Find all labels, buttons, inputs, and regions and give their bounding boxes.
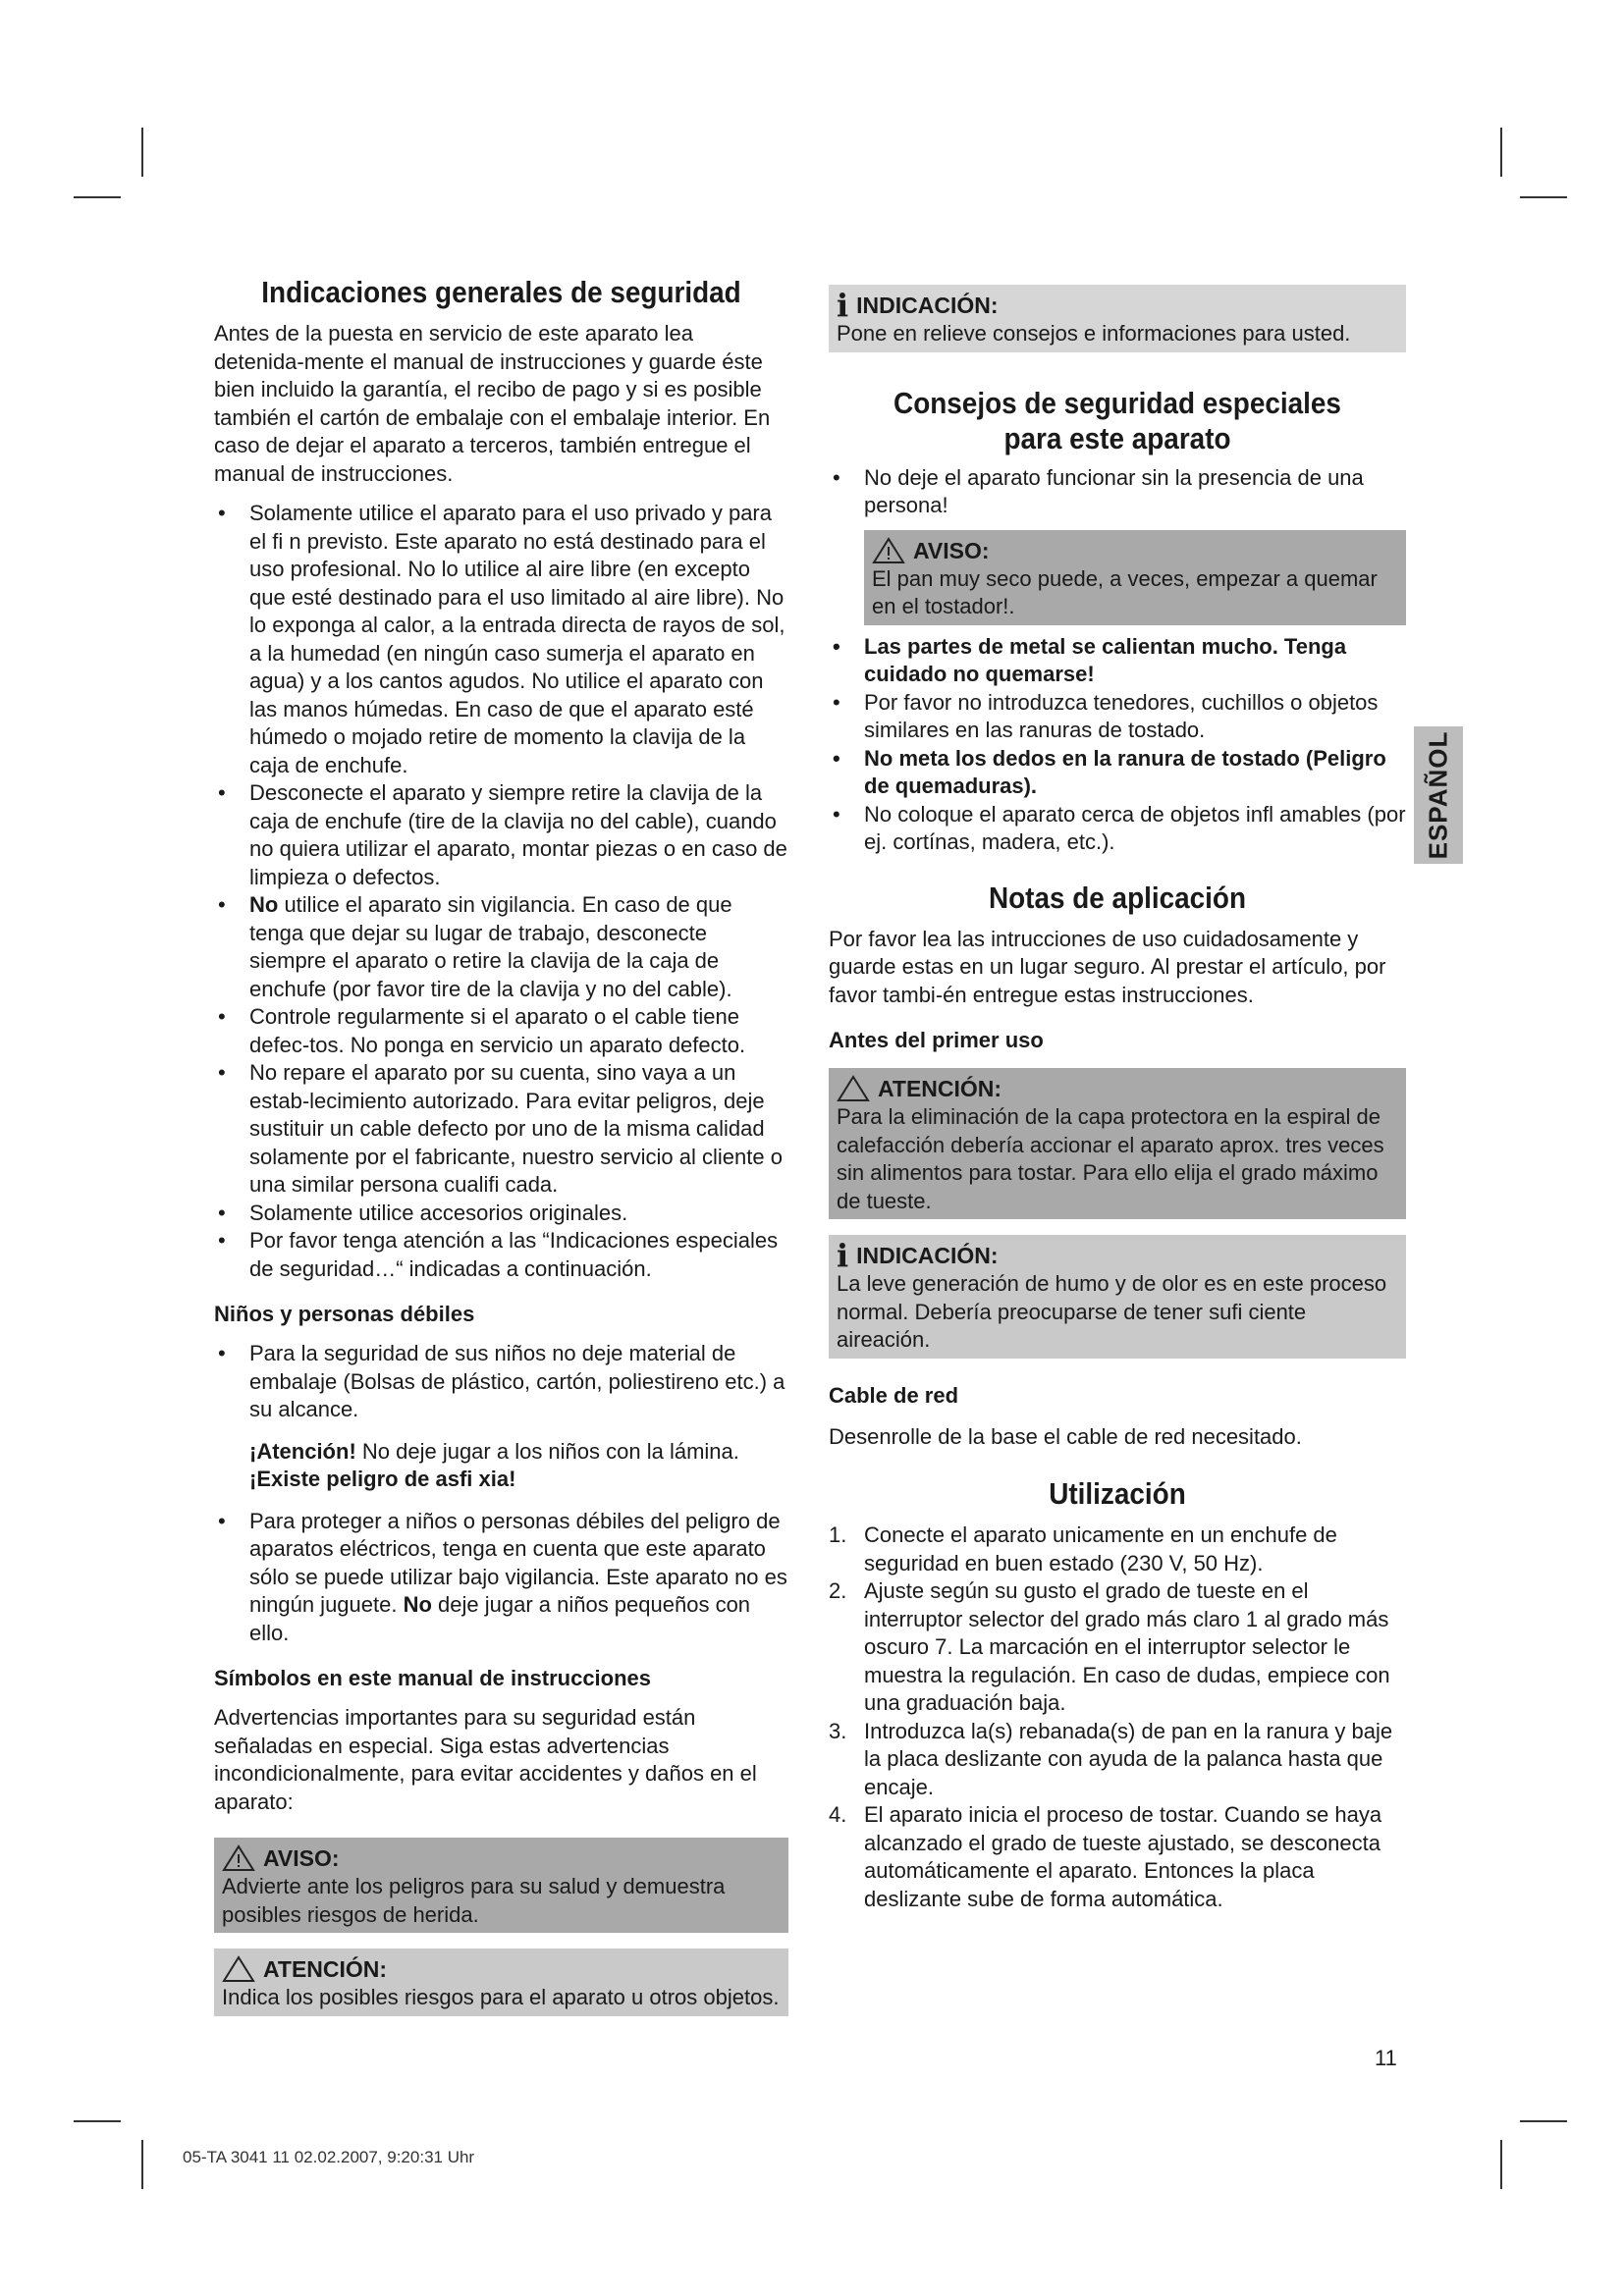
- list-item: • No deje el aparato funcionar sin la presencia de una persona!: [829, 464, 1406, 520]
- children-warning: [214, 1438, 788, 1494]
- step-number: 4.: [829, 1802, 847, 1827]
- special-bullet-list-2: [829, 633, 1406, 857]
- step-text: Introduzca la(s) rebanada(s) de pan en la ranura y baje la placa deslizante con ayuda de la palanca hasta que encaje.: [864, 1718, 1393, 1799]
- atencion-text: Indica los posibles riesgos para el aparato u otros objetos.: [222, 1985, 780, 2009]
- atencion-box: [829, 1068, 1406, 1219]
- subheading-symbols: Símbolos en este manual de instrucciones: [214, 1666, 652, 1690]
- warning-triangle-icon: [222, 1955, 255, 1983]
- indicacion-text: La leve generación de humo y de olor es en este proceso normal. Debería preocuparse de tener sufi ciente aireación.: [837, 1271, 1387, 1352]
- list-item: • Solamente utilice el aparato para el uso privado y para el fi n previsto. Este aparato no está destinado para el uso profesional. No lo utilice al aire libre (en excepto que esté destinado para el uso limitado al aire libre). No lo exponga al calor, a la entrada directa de rayos de sol, a la humedad (en ningún caso sumerja el aparato en agua) y a los cantos agudos. No utilice el aparato con las manos húmedas. En caso de que el aparato esté húmedo o mojado retire de momento la clavija de la caja de enchufe.: [214, 500, 788, 779]
- indicacion-text: Pone en relieve consejos e informaciones para usted.: [837, 321, 1351, 346]
- list-item: • Desconecte el aparato y siempre retire la clavija de la caja de enchufe (tire de la clavija no del cable), cuando no quiera utilizar el aparato, montar piezas o en caso de limpieza o defectos.: [214, 779, 788, 891]
- step-number: 2.: [829, 1578, 847, 1603]
- warning-triangle-icon: [222, 1844, 255, 1872]
- aviso-title: AVISO:: [913, 537, 990, 563]
- warning-triangle-icon: [837, 1075, 870, 1102]
- aviso-box: [214, 1838, 788, 1933]
- crop-mark: [74, 196, 121, 198]
- list-item: • No meta los dedos en la ranura de tostado (Peligro de quemaduras).: [829, 745, 1406, 801]
- crop-mark: [141, 128, 143, 177]
- bold-no: No: [403, 1592, 432, 1617]
- left-column: [214, 275, 788, 2016]
- list-item: [829, 1577, 1406, 1718]
- crop-mark: [1520, 2120, 1567, 2122]
- intro-paragraph: Antes de la puesta en servicio de este aparato lea detenida-mente el manual de instrucciones y guarde éste bien incluido la garantía, el recibo de pago y si es posible también el cartón de embalaje con el embalaje interior. En caso de dejar el aparato a terceros, también entregue el manual de instrucciones.: [214, 321, 771, 486]
- list-item: [214, 891, 788, 1003]
- list-item: [829, 1718, 1406, 1802]
- warning-text: No deje jugar a los niños con la lámina.: [355, 1438, 739, 1464]
- crop-mark: [74, 2120, 121, 2122]
- crop-mark: [1520, 196, 1567, 198]
- list-item: [214, 1508, 788, 1648]
- list-item: [829, 1801, 1406, 1913]
- print-footer: 05-TA 3041 11 02.02.2007, 9:20:31 Uhr: [183, 2148, 475, 2166]
- crop-mark: [1500, 2140, 1502, 2189]
- list-item: • Para la seguridad de sus niños no deje material de embalaje (Bolsas de plástico, cartón, poliestireno etc.) a su alcance.: [214, 1340, 788, 1424]
- list-item-text: deje jugar a niños pequeños con ello.: [249, 1592, 751, 1645]
- symbols-paragraph: Advertencias importantes para su seguridad están señaladas en especial. Siga estas advertencias incondicionalmente, para evitar accidentes y daños en el aparato:: [214, 1705, 757, 1814]
- step-text: Ajuste según su gusto el grado de tueste en el interruptor selector del grado más claro 1 al grado más oscuro 7. La marcación en el interruptor selector le muestra la regulación. En caso de dudas, empiece con una graduación baja.: [864, 1578, 1390, 1715]
- list-item: • No coloque el aparato cerca de objetos infl amables (por ej. cortínas, madera, etc.).: [829, 801, 1406, 857]
- children-bullet-list-2: [214, 1508, 788, 1648]
- warning-bold-suffocation: ¡Existe peligro de asfi xia!: [249, 1467, 516, 1491]
- crop-mark: [141, 2140, 143, 2189]
- special-bullet-list: [829, 464, 1406, 520]
- use-steps-list: [829, 1522, 1406, 1913]
- subheading-children: Niños y personas débiles: [214, 1302, 475, 1326]
- step-number: 1.: [829, 1522, 847, 1547]
- list-item-text: Para proteger a niños o personas débiles del peligro de aparatos eléctricos, tenga en cuenta que este aparato sólo se puede utilizar bajo vigilancia. Este aparato no es ningún juguete.: [249, 1508, 787, 1617]
- atencion-text: Para la eliminación de la capa protectora en la espiral de calefacción debería accionar el aparato aprox. tres veces sin alimentos para tostar. Para ello elija el grado máximo de tueste.: [837, 1104, 1384, 1213]
- list-item: [829, 1522, 1406, 1577]
- aviso-box: [864, 530, 1406, 625]
- indicacion-title: INDICACIÓN:: [856, 1243, 999, 1268]
- subheading-first-use: Antes del primer uso: [829, 1028, 1044, 1052]
- cable-paragraph: Desenrolle de la base el cable de red necesitado.: [829, 1423, 1302, 1449]
- info-icon: i: [837, 287, 849, 324]
- right-column: [829, 285, 1406, 1913]
- aviso-text: El pan muy seco puede, a veces, empezar a quemar en el tostador!.: [872, 565, 1378, 618]
- language-tab: [1414, 726, 1463, 864]
- indicacion-box: [829, 285, 1406, 352]
- list-item: • Controle regularmente si el aparato o el cable tiene defec-tos. No ponga en servicio un aparato defecto.: [214, 1003, 788, 1059]
- notes-paragraph: Por favor lea las intrucciones de uso cuidadosamente y guarde estas en un lugar seguro. Al prestar el artículo, por favor tambi-én entregue estas instrucciones.: [829, 926, 1386, 1007]
- list-item: • Por favor tenga atención a las “Indicaciones especiales de seguridad…“ indicadas a continuación.: [214, 1227, 788, 1283]
- special-title-line1: Consejos de seguridad especiales: [893, 385, 1341, 420]
- page-number: 11: [1375, 2046, 1397, 2070]
- children-bullet-list: [214, 1340, 788, 1424]
- section-title-special-safety: [857, 386, 1377, 456]
- section-title-use: Utilización: [1049, 1476, 1186, 1511]
- atencion-box: [214, 1949, 788, 2016]
- section-title-notes: Notas de aplicación: [988, 880, 1247, 915]
- list-item: • Por favor no introduzca tenedores, cuchillos o objetos similares en las ranuras de tostado.: [829, 689, 1406, 745]
- step-text: El aparato inicia el proceso de tostar. Cuando se haya alcanzado el grado de tueste ajustado, se desconecta automáticamente el aparato. Entonces la placa deslizante sube de forma automática.: [864, 1802, 1382, 1911]
- section-title-general-safety: Indicaciones generales de seguridad: [261, 275, 741, 309]
- warning-triangle-icon: [872, 537, 905, 564]
- safety-bullet-list: [214, 500, 788, 1283]
- list-item: • Solamente utilice accesorios originales.: [214, 1200, 788, 1228]
- special-title-line2: para este aparato: [1003, 420, 1231, 455]
- list-item: • No repare el aparato por su cuenta, sino vaya a un estab-lecimiento autorizado. Para evitar peligros, deje sustituir un cable defecto por uno de la misma calidad solamente por el fabricante, nuestro servicio al cliente o una similar persona cualifi cada.: [214, 1059, 788, 1200]
- bold-no: No: [249, 892, 279, 917]
- atencion-title: ATENCIÓN:: [878, 1076, 1002, 1101]
- warning-bold-attention: ¡Atención!: [249, 1438, 356, 1464]
- indicacion-title: INDICACIÓN:: [856, 293, 999, 318]
- language-tab-label: ESPAÑOL: [1423, 730, 1453, 860]
- aviso-text: Advierte ante los peligros para su salud y demuestra posibles riesgos de herida.: [222, 1874, 726, 1927]
- list-item: • Las partes de metal se calientan mucho. Tenga cuidado no quemarse!: [829, 633, 1406, 689]
- step-number: 3.: [829, 1718, 847, 1743]
- atencion-title: ATENCIÓN:: [263, 1956, 388, 1982]
- crop-mark: [1500, 128, 1502, 177]
- info-icon: i: [837, 1237, 849, 1274]
- step-text: Conecte el aparato unicamente en un enchufe de seguridad en buen estado (230 V, 50 Hz).: [864, 1522, 1337, 1575]
- aviso-title: AVISO:: [263, 1845, 340, 1871]
- list-item-text: utilice el aparato sin vigilancia. En caso de que tenga que dejar su lugar de trabajo, desconecte siempre el aparato o retire la clavija de la caja de enchufe (por favor tire de la clavija y no del cable).: [249, 892, 732, 1001]
- indicacion-box-2: [829, 1235, 1406, 1359]
- subheading-cable: Cable de red: [829, 1382, 959, 1408]
